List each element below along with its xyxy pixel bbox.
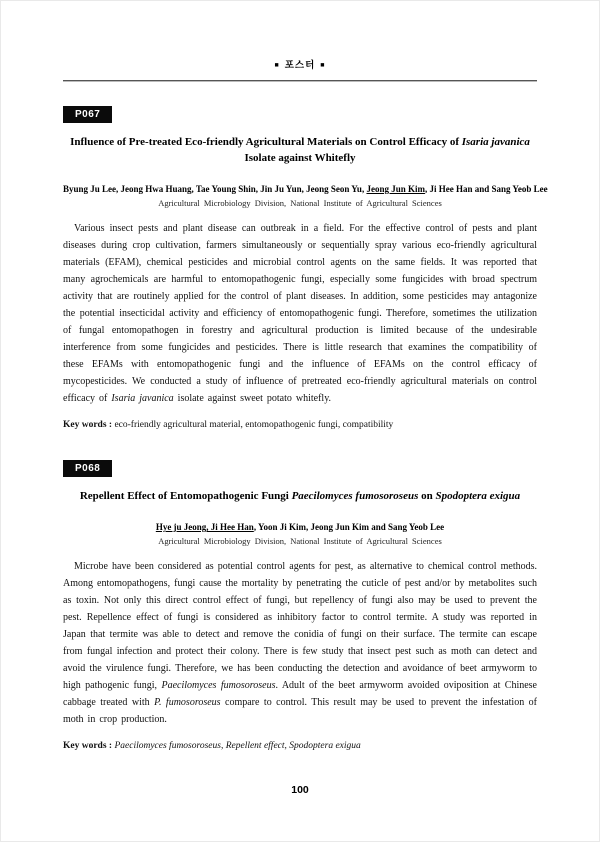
body-text: Various insect pests and plant disease can outbreak in a field. For the effective control of pests and plant diseases during crop cultivation, farmers simultaneously or sequentially spray various eco-friendly agricultural materials (EFAM), chemical pesticides and microbial control agents on the same fields. It was reported that many agrochemicals are harmful to entomopathogenic fungi, especially some fungicides with broad spectrum activity that are routinely applied for the control of plant diseases. In addition, some pesticides may antagonize the potential insecticidal activity and efficiency of entomopathogenic fungi. Therefore, sometimes the utilization of fungal entomopathogen in forestry and agricultural production is limited because of the undesirable interference from some fungicides and pesticides. There is little research that examines the compatibility of these EFAMs with entomopathogenic fungi and the influence of EFAMs on the control efficacy of mycopesticides. We conducted a study of influence of pretreated eco-friendly agricultural materials on control efficacy of — [63, 223, 537, 404]
title-text: Repellent Effect of Entomopathogenic Fungi — [79, 490, 292, 502]
authors-text: , Ji Hee Han and Sang Yeob Lee — [424, 184, 548, 194]
authors-text: Byung Ju Lee, Jeong Hwa Huang, Tae Young Shin, Jin Ju Yun, Jeong Seon Yu, — [63, 184, 367, 194]
affiliation: Agricultural Microbiology Division, National Institute of Agricultural Sciences — [158, 536, 442, 546]
title-line-1 — [63, 134, 537, 150]
title-species-italic: Isaria javanica — [461, 136, 530, 148]
title-line-1 — [63, 488, 537, 504]
species-name-italic: Paecilomyces fumosoroseus — [161, 680, 276, 691]
keywords-text: Paecilomyces fumosoroseus, Repellent effect, Spodoptera exigua — [112, 741, 361, 751]
abstract-number-badge: P068 — [63, 460, 112, 477]
keywords-line — [63, 740, 537, 753]
title-species-italic: Spodoptera exigua — [435, 490, 521, 502]
species-name-italic: P. fumosoroseus — [154, 697, 221, 708]
abstract-number-row — [63, 104, 537, 123]
body-text: isolate against sweet potato whitefly. — [173, 393, 332, 404]
abstract-p068 — [63, 458, 537, 753]
page-header — [1, 1, 599, 71]
abstract-title — [63, 488, 537, 504]
title-text: Influence of Pre-treated Eco-friendly Agricultural Materials on Control Efficacy of — [70, 136, 462, 148]
keywords-line — [63, 419, 537, 432]
author-list — [63, 521, 537, 534]
abstract-p067 — [63, 104, 548, 432]
page-number: 100 — [291, 784, 309, 796]
header-square-icon: ■ — [274, 62, 280, 69]
body-text: . Adult of the beet armyworm avoided oviposition at Chinese cabbage treated with — [63, 680, 537, 708]
title-line-2: Isolate against Whitefly — [244, 152, 356, 164]
affiliation: Agricultural Microbiology Division, National Institute of Agricultural Sciences — [158, 198, 442, 208]
species-name-italic: Isaria javanica — [111, 393, 174, 404]
title-text: on — [418, 490, 436, 502]
keywords-text: eco-friendly agricultural material, entomopathogenic fungi, compatibility — [112, 420, 394, 430]
abstract-title — [63, 134, 537, 166]
authors-text: , Yoon Ji Kim, Jeong Jun Kim and Sang Yeob Lee — [253, 522, 445, 532]
keywords-label: Key words : — [63, 420, 113, 430]
header-section-label: 포스터 — [284, 60, 316, 71]
corresponding-author-underlined: Hye ju Jeong, Ji Hee Han — [155, 522, 254, 532]
corresponding-author-underlined: Jeong Jun Kim — [366, 184, 425, 194]
keywords-label: Key words : — [63, 741, 113, 751]
abstract-body — [63, 558, 537, 728]
header-divider — [63, 80, 537, 82]
body-text: compare to control. This result may be used to prevent the infestation of moth in crop production. — [63, 697, 537, 725]
abstract-number-badge: P067 — [63, 106, 112, 123]
header-square-icon: ■ — [320, 62, 326, 69]
author-list — [63, 183, 548, 196]
abstract-number-row — [63, 458, 537, 477]
title-species-italic: Paecilomyces fumosoroseus — [291, 490, 419, 502]
page-content — [63, 104, 548, 753]
abstract-body — [63, 220, 537, 407]
body-text: Microbe have been considered as potential control agents for pest, as alternative to chemical control methods. Among entomopathogens, fungi cause the mortality by penetrating the cuticle of pest and/or by metabolites such as toxin. Not only this direct control effect of fungi, but repellency of fungi also may be used to prevent the pest. Repellence effect of fungi is considered as inhibitory factor to control termite. A study was reported in Japan that termite was able to detect and remove the conidia of fungi on their surface. The termite can escape from fungal infection and protect their colony. There is few study that insect pest such as moth can detect and avoid the virulence fungi. Therefore, we has been conducting the detection and avoidance of beet armyworm to high pathogenic fungi, — [63, 561, 537, 691]
